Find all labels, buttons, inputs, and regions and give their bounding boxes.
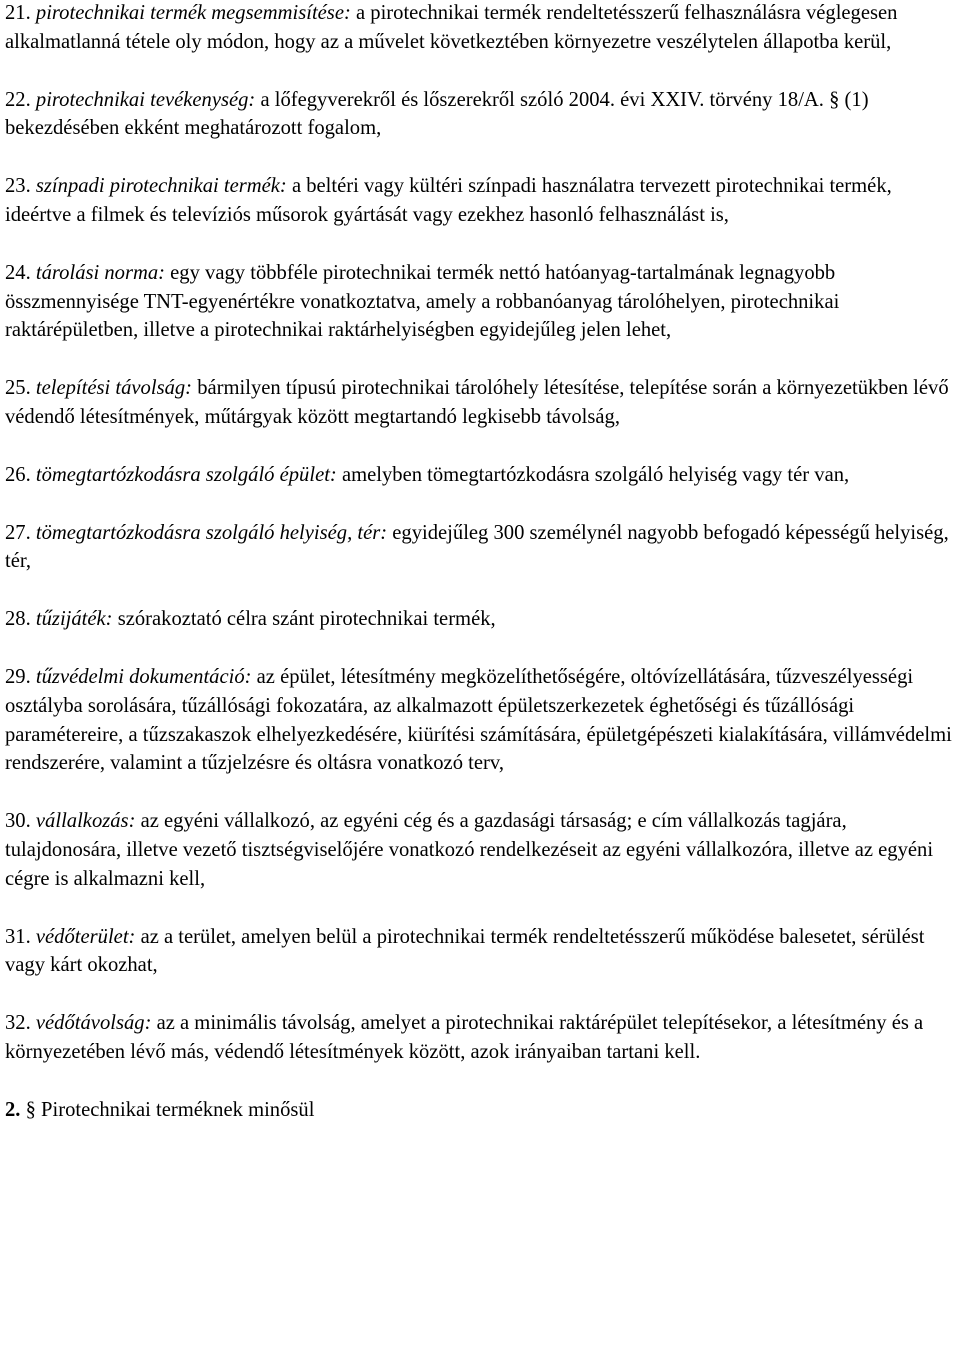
definition-25 — [5, 374, 955, 432]
definition-text: az a terület, amelyen belül a pirotechnikai termék rendeltetésszerű működése balesetet, sérülést vagy kárt okozhat, — [5, 925, 925, 977]
definition-23 — [5, 172, 955, 230]
definition-number: 27. — [5, 521, 31, 544]
definition-number: 23. — [5, 175, 31, 198]
definition-number: 26. — [5, 463, 31, 486]
definition-text: bármilyen típusú pirotechnikai tárolóhely létesítése, telepítése során a környezetükben lévő védendő létesítmények, műtárgyak között megtartandó legkisebb távolság, — [5, 377, 949, 428]
definition-term: tűzvédelmi dokumentáció: — [35, 665, 252, 688]
definition-number: 24. — [5, 261, 31, 284]
section-heading — [5, 1096, 955, 1125]
definition-number: 22. — [5, 88, 31, 111]
definition-text: szórakoztató célra szánt pirotechnikai termék, — [117, 608, 496, 631]
definition-term: védőtávolság: — [35, 1012, 152, 1035]
document-page — [5, 0, 955, 1154]
definition-24 — [5, 259, 955, 345]
definition-term: tűzijáték: — [35, 608, 113, 631]
definition-26 — [5, 461, 955, 490]
definition-term: tárolási norma: — [35, 261, 166, 284]
definition-term: színpadi pirotechnikai termék: — [35, 175, 287, 198]
definition-term: tömegtartózkodásra szolgáló épület: — [35, 463, 337, 486]
definition-text: az egyéni vállalkozó, az egyéni cég és a gazdasági társaság; e cím vállalkozás tagjára, tulajdonosára, illetve vezető tisztségviselőjére vonatkozó rendelkezéseit az egyéni vállalkozóra, illetve az egyéni cégre is alkalmazni kell, — [5, 810, 934, 890]
definition-31 — [5, 923, 955, 981]
definition-30 — [5, 807, 955, 893]
definition-number: 25. — [5, 377, 31, 400]
definition-number: 21. — [5, 2, 31, 24]
definition-text: a beltéri vagy kültéri színpadi használatra tervezett pirotechnikai termék, ideértve a filmek és televíziós műsorok gyártását vagy ezekhez hasonló felhasználást is, — [5, 175, 892, 226]
definition-term: pirotechnikai termék megsemmisítése: — [35, 2, 351, 24]
definition-text: az a minimális távolság, amelyet a pirotechnikai raktárépület telepítésekor, a létesítmény és a környezetében lévő más, védendő létesítmények között, azok irányaiban tartani kell. — [5, 1012, 924, 1063]
definition-text: egy vagy többféle pirotechnikai termék nettó hatóanyag-tartalmának legnagyobb összmennyisége TNT-egyenértékre vonatkoztatva, amely a robbanóanyag tárolóhelyen, pirotechnikai raktárépületben, illetve a pirotechnikai raktárhelyiségben egyidejűleg jelen lehet, — [5, 261, 840, 342]
definition-number: 31. — [5, 925, 31, 948]
definition-term: vállalkozás: — [35, 810, 136, 833]
definition-22 — [5, 86, 955, 144]
definition-21 — [5, 0, 955, 57]
definition-text: egyidejűleg 300 személynél nagyobb befogadó képességű helyiség, tér, — [5, 521, 949, 573]
definition-27 — [5, 519, 955, 577]
definition-term: tömegtartózkodásra szolgáló helyiség, tér: — [35, 521, 388, 544]
definition-text: a lőfegyverekről és lőszerekről szóló 2004. évi XXIV. törvény 18/A. § (1) bekezdésében ekként meghatározott fogalom, — [5, 88, 869, 140]
definition-text: az épület, létesítmény megközelíthetőségére, oltóvízellátására, tűzveszélyességi osztályba sorolására, tűzállósági fokozatára, az alkalmazott épületszerkezetek éghetőségi és tűzállósági paramétereire, a tűzszakaszok elhelyezkedésére, kiürítési számítására, épületgépészeti kialakítására, villámvédelmi rendszerére, valamint a tűzjelzésre és oltásra vonatkozó terv, — [5, 665, 952, 775]
definition-number: 30. — [5, 810, 31, 833]
section-title: § Pirotechnikai terméknek minősül — [25, 1098, 315, 1121]
definition-29 — [5, 663, 955, 778]
definition-term: pirotechnikai tevékenység: — [35, 88, 256, 111]
definition-term: telepítési távolság: — [35, 377, 193, 400]
section-number: 2. — [5, 1098, 21, 1121]
definition-number: 29. — [5, 665, 31, 688]
definition-number: 32. — [5, 1012, 31, 1035]
definition-term: védőterület: — [35, 925, 136, 948]
definition-number: 28. — [5, 608, 31, 631]
definition-28 — [5, 605, 955, 634]
definition-text: a pirotechnikai termék rendeltetésszerű felhasználásra véglegesen alkalmatlanná tétele oly módon, hogy az a művelet következtében környezetre veszélytelen állapotba kerül, — [5, 2, 898, 53]
definition-32 — [5, 1009, 955, 1067]
definition-text: amelyben tömegtartózkodásra szolgáló helyiség vagy tér van, — [341, 463, 850, 486]
